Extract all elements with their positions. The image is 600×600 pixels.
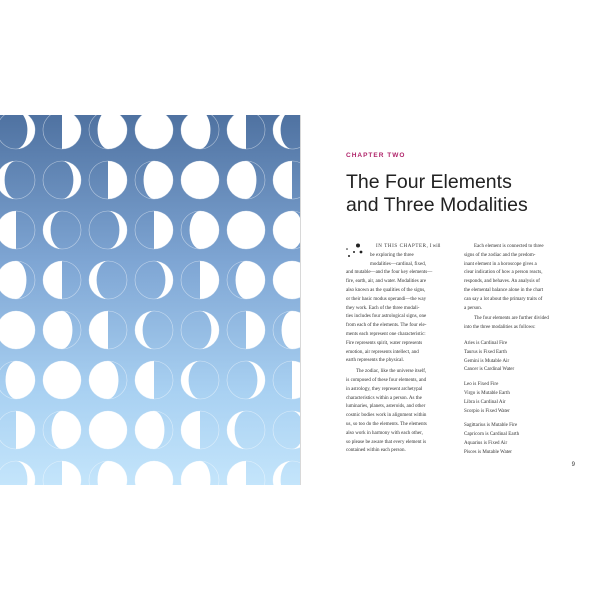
moon-waxing-crescent-icon: [154, 261, 173, 299]
body-line: contained within each person.: [346, 448, 406, 454]
moon-full-icon: [135, 461, 173, 485]
moon-waning-crescent-icon: [181, 361, 200, 399]
sign-group: [464, 422, 579, 457]
moon-waning-gibbous-icon: [181, 115, 210, 149]
body-line: be exploring the three: [370, 252, 414, 258]
body-column-1: [346, 243, 459, 456]
body-line: into the three modalities as follows:: [464, 325, 536, 331]
moon-waning-crescent-icon: [89, 261, 108, 299]
sign-modality-item: Aquarius is Fixed Air: [464, 440, 508, 446]
body-line: or their basic modus operandi—the way: [346, 296, 427, 302]
body-line: also known as the qualities of the signs,: [346, 287, 426, 293]
moon-full-icon: [181, 161, 219, 199]
chapter-title-line: The Four Elements: [346, 171, 512, 193]
moon-first-quarter-icon: [154, 211, 173, 249]
body-line: a person.: [464, 305, 483, 311]
body-column-2: [464, 243, 579, 464]
moon-full-icon: [273, 261, 300, 299]
moon-first-quarter-icon: [108, 161, 127, 199]
body-line: luminaries, planets, asteroids, and other: [346, 404, 426, 410]
moon-last-quarter-icon: [227, 461, 246, 485]
moon-waning-gibbous-icon: [181, 461, 210, 485]
body-line: signs of the zodiac and the predom-: [464, 252, 536, 258]
body-line: they work. Each of the three modali-: [346, 305, 420, 311]
moon-waning-gibbous-icon: [43, 311, 72, 349]
moon-waxing-gibbous-icon: [236, 261, 265, 299]
body-line: is composed of these four elements, and: [346, 377, 427, 383]
chapter-title-line: and Three Modalities: [346, 194, 528, 216]
moon-first-quarter-icon: [16, 411, 35, 449]
body-line: characteristics within a person. As the: [346, 395, 422, 401]
moon-waning-crescent-icon: [135, 311, 154, 349]
moon-full-icon: [43, 361, 81, 399]
moon-waning-gibbous-icon: [227, 161, 256, 199]
moon-waning-crescent-icon: [273, 461, 292, 485]
body-line: ments each represent one characteristic:: [346, 331, 426, 337]
moon-first-quarter-icon: [200, 261, 219, 299]
moon-waning-gibbous-icon: [273, 211, 300, 249]
body-line: The four elements are further divided: [474, 316, 549, 322]
body-line: Fire represents spirit, water represents: [346, 340, 423, 346]
moon-waxing-crescent-icon: [62, 161, 81, 199]
body-line: the elemental balance alone in the chart: [464, 287, 544, 293]
moon-phases-illustration: [0, 115, 300, 485]
body-line: ties includes four astrological signs, one: [346, 314, 427, 320]
body-line: modalities—cardinal, fixed,: [370, 261, 426, 267]
sign-modality-item: Scorpio is Fixed Water: [464, 408, 510, 414]
moon-waxing-crescent-icon: [292, 411, 300, 449]
moon-waning-gibbous-icon: [0, 261, 26, 299]
moon-waxing-crescent-icon: [200, 311, 219, 349]
moon-waxing-gibbous-icon: [52, 411, 81, 449]
moon-waxing-crescent-icon: [16, 115, 35, 149]
moon-waxing-crescent-icon: [108, 211, 127, 249]
body-line: fire, earth, air, and water. Modalities are: [346, 279, 427, 285]
moon-outline: [273, 411, 300, 449]
sign-modality-item: Gemini is Mutable Air: [464, 358, 510, 364]
element-paragraph: [464, 243, 579, 313]
moon-waning-gibbous-icon: [135, 411, 164, 449]
body-line: so please be aware that every element is: [346, 439, 427, 445]
intro-paragraph: [346, 243, 459, 252]
sign-modality-item: Capricorn is Cardinal Earth: [464, 432, 520, 438]
sign-modality-item: Pisces is Mutable Water: [464, 449, 512, 455]
moon-last-quarter-icon: [273, 161, 292, 199]
body-line: us, so too do the elements. The elements: [346, 421, 427, 427]
body-line: I will: [429, 244, 441, 249]
body-line: The zodiac, like the universe itself,: [356, 369, 427, 375]
moon-waxing-crescent-icon: [246, 361, 265, 399]
body-line: inant element in a horoscope gives a: [464, 261, 537, 267]
sign-modality-item: Libra is Cardinal Air: [464, 399, 506, 405]
chapter-title: [346, 171, 586, 217]
body-line: in astrology, they represent archetypal: [346, 386, 423, 392]
body-line: earth represents the physical.: [346, 358, 405, 364]
book-spread: [0, 115, 600, 485]
lead-in: IN THIS CHAPTER,: [376, 244, 429, 249]
moon-waning-crescent-icon: [43, 211, 62, 249]
moon-last-quarter-icon: [181, 411, 200, 449]
body-line: from each of the elements. The four ele-: [346, 323, 427, 329]
sign-modality-list: [464, 340, 579, 458]
moon-waxing-gibbous-icon: [98, 115, 127, 149]
moon-last-quarter-icon: [89, 311, 108, 349]
moon-last-quarter-icon: [135, 361, 154, 399]
sign-modality-item: Leo is Fixed Fire: [464, 382, 499, 388]
moon-waxing-gibbous-icon: [190, 211, 219, 249]
sign-group: [464, 340, 579, 375]
body-line: clear indication of how a person reacts,: [464, 270, 543, 276]
sign-modality-item: Sagittarius is Mutable Fire: [464, 423, 518, 429]
body-line: and mutable—and the four key elements—: [346, 270, 433, 276]
text-page: [301, 115, 600, 485]
body-line: emotion, air represents intellect, and: [346, 349, 419, 355]
moon-first-quarter-icon: [246, 311, 265, 349]
body-line: Each element is connected to three: [474, 244, 544, 249]
moon-waxing-gibbous-icon: [6, 361, 35, 399]
sign-modality-item: Virgo is Mutable Earth: [464, 390, 510, 396]
body-line: responds, and behaves. An analysis of: [464, 279, 540, 285]
moon-last-quarter-icon: [227, 115, 246, 149]
body-line: also work in harmony with each other,: [346, 430, 423, 436]
body-line: can say a lot about the primary traits of: [464, 296, 543, 302]
moon-full-icon: [89, 411, 127, 449]
moon-waning-gibbous-icon: [89, 361, 118, 399]
moon-waning-crescent-icon: [227, 411, 246, 449]
zodiac-paragraph: [346, 368, 459, 456]
moon-waxing-gibbous-icon: [282, 311, 300, 349]
sign-modality-item: Taurus is Fixed Earth: [464, 349, 507, 355]
moon-phases-pattern: [0, 115, 300, 485]
sign-group: [464, 381, 579, 416]
sign-modality-item: Aries is Cardinal Fire: [464, 340, 508, 346]
moon-first-quarter-icon: [62, 115, 81, 149]
moon-full-icon: [227, 211, 265, 249]
modalities-paragraph: [464, 315, 579, 333]
moon-waxing-crescent-icon: [16, 461, 35, 485]
moon-first-quarter-icon: [62, 461, 81, 485]
page-number: 9: [571, 462, 575, 468]
moon-waning-crescent-icon: [273, 115, 292, 149]
intro-paragraph-lines: [346, 252, 459, 366]
chapter-label: CHAPTER TWO: [346, 152, 406, 159]
moon-waxing-gibbous-icon: [144, 161, 173, 199]
moon-first-quarter-icon: [292, 361, 300, 399]
sign-modality-item: Cancer is Cardinal Water: [464, 367, 515, 373]
moon-last-quarter-icon: [43, 261, 62, 299]
body-line: cosmic bodies work in alignment within: [346, 413, 427, 419]
moon-waxing-gibbous-icon: [98, 461, 127, 485]
